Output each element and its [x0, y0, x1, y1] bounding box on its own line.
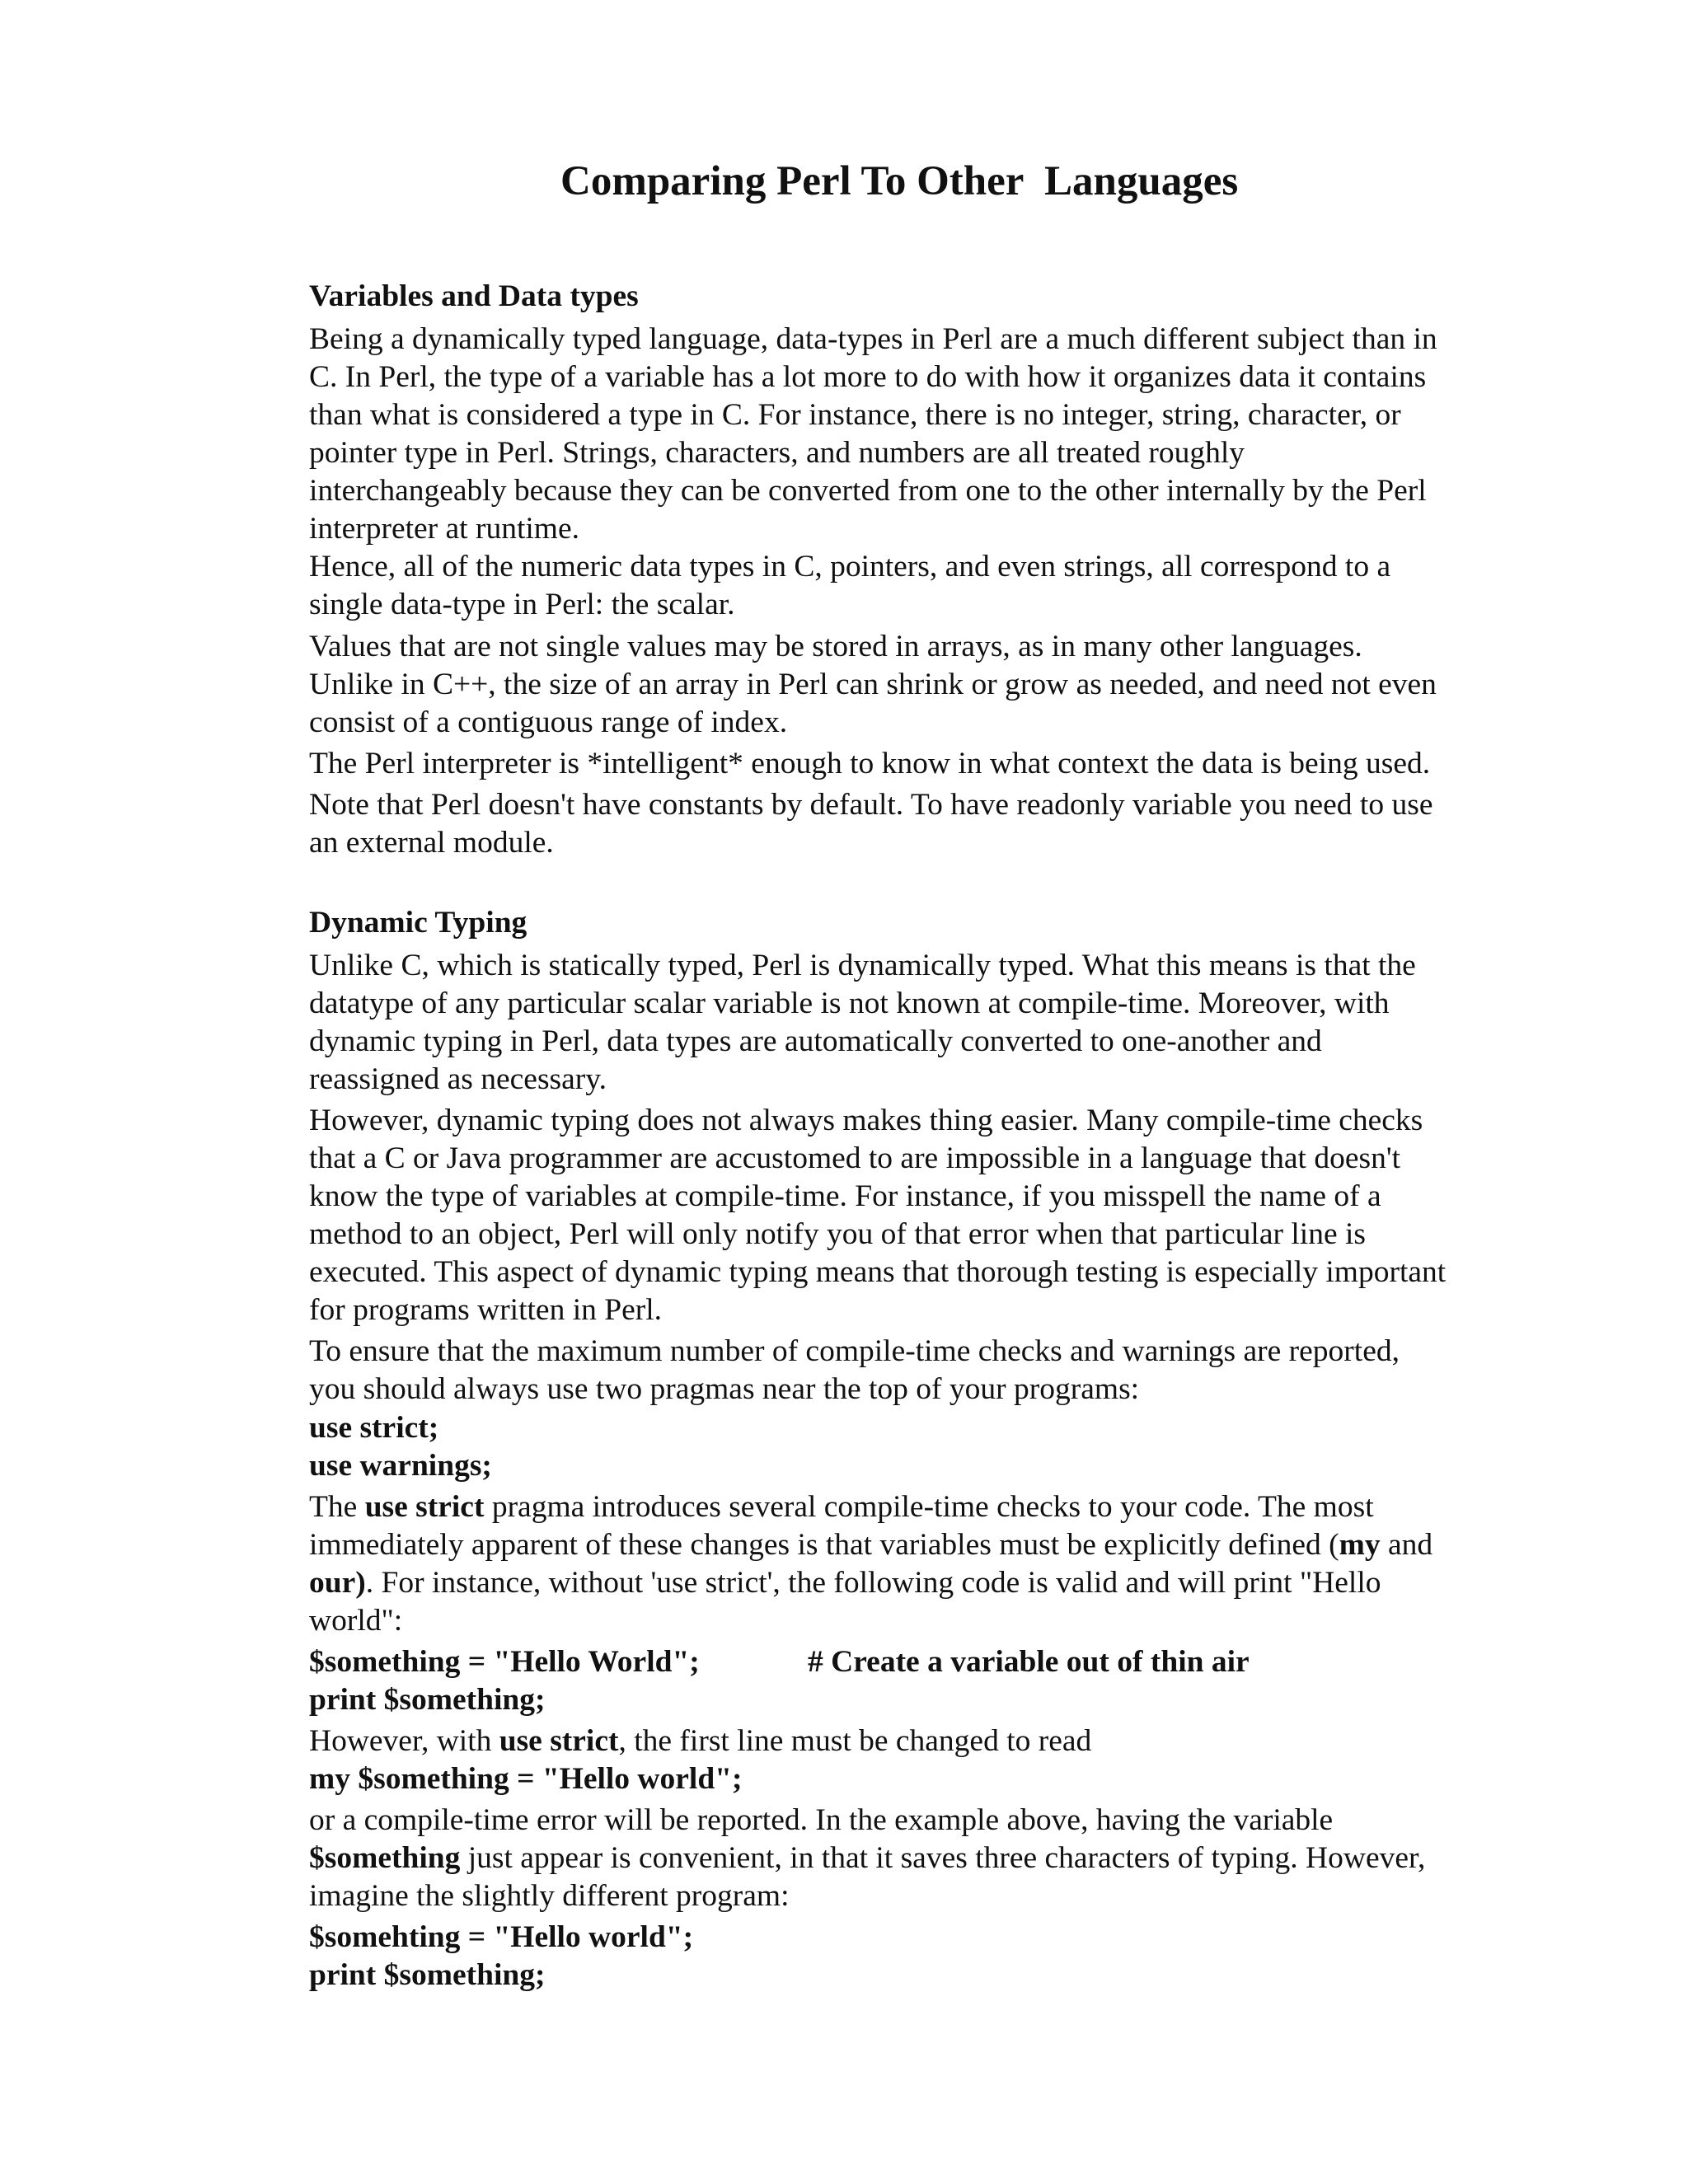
code-line: use strict;	[309, 1411, 439, 1445]
code-line: print $something;	[309, 1958, 546, 1992]
section-heading-dynamic-typing: Dynamic Typing	[309, 906, 528, 940]
paragraph-line: an external module.	[309, 826, 554, 860]
text-run: , the first line must be changed to read	[618, 1724, 1092, 1758]
text-run: However, with	[309, 1724, 499, 1758]
code-text: $something = "Hello World";	[309, 1645, 700, 1679]
paragraph-line	[309, 1722, 1091, 1760]
paragraph-line: To ensure that the maximum number of compile-time checks and warnings are reported,	[309, 1334, 1400, 1368]
paragraph-line: world":	[309, 1604, 403, 1638]
inline-code: use strict	[499, 1724, 619, 1758]
paragraph-line: method to an object, Perl will only notify you of that error when that particular line is	[309, 1217, 1366, 1251]
paragraph-line: C. In Perl, the type of a variable has a lot more to do with how it organizes data it contains	[309, 360, 1427, 394]
text-run: The	[309, 1490, 365, 1524]
paragraph-line	[309, 1488, 1374, 1526]
paragraph-line: Unlike in C++, the size of an array in Perl can shrink or grow as needed, and need not even	[309, 668, 1437, 701]
paragraph-line	[309, 1526, 1432, 1564]
paragraph-line: dynamic typing in Perl, data types are automatically converted to one-another and	[309, 1024, 1322, 1058]
paragraph-line: consist of a contiguous range of index.	[309, 705, 788, 739]
paragraph-line: single data-type in Perl: the scalar.	[309, 588, 735, 621]
paragraph-line	[309, 1564, 1381, 1602]
code-line: print $something;	[309, 1683, 546, 1717]
paragraph-line: However, dynamic typing does not always makes thing easier. Many compile-time checks	[309, 1104, 1423, 1137]
paragraph-line: know the type of variables at compile-time. For instance, if you misspell the name of a	[309, 1179, 1381, 1213]
text-run: immediately apparent of these changes is that variables must be explicitly defined (	[309, 1528, 1339, 1562]
inline-code: use strict	[364, 1490, 485, 1524]
paragraph-line	[309, 1840, 1425, 1877]
inline-code: $something	[309, 1841, 461, 1875]
paragraph-line: Unlike C, which is statically typed, Perl is dynamically typed. What this means is that the	[309, 949, 1416, 982]
code-line: $somehting = "Hello world";	[309, 1920, 694, 1954]
page-title: Comparing Perl To Other Languages	[560, 158, 1239, 204]
paragraph-line: executed. This aspect of dynamic typing means that thorough testing is especially important	[309, 1255, 1447, 1289]
paragraph-line: interpreter at runtime.	[309, 512, 579, 546]
paragraph-line: that a C or Java programmer are accustomed to are impossible in a language that doesn't	[309, 1141, 1401, 1175]
paragraph-line: reassigned as necessary.	[309, 1062, 607, 1096]
inline-code: my	[1339, 1528, 1381, 1562]
code-line: my $something = "Hello world";	[309, 1762, 743, 1796]
paragraph-line: The Perl interpreter is *intelligent* enough to know in what context the data is being used.	[309, 747, 1431, 780]
code-comment: # Create a variable out of thin air	[808, 1645, 1250, 1679]
code-line: use warnings;	[309, 1449, 492, 1483]
text-run: just appear is convenient, in that it saves three characters of typing. However,	[460, 1841, 1426, 1875]
text-run: . For instance, without 'use strict', the following code is valid and will print "Hello	[365, 1566, 1381, 1600]
text-run: pragma introduces several compile-time checks to your code. The most	[484, 1490, 1374, 1524]
paragraph-line: Hence, all of the numeric data types in C, pointers, and even strings, all correspond to a	[309, 550, 1391, 583]
paragraph-line: for programs written in Perl.	[309, 1293, 663, 1327]
paragraph-line: than what is considered a type in C. For instance, there is no integer, string, character, or	[309, 398, 1401, 432]
paragraph-line: pointer type in Perl. Strings, characters, and numbers are all treated roughly	[309, 436, 1245, 470]
paragraph-line: Note that Perl doesn't have constants by default. To have readonly variable you need to use	[309, 788, 1433, 822]
inline-code: our)	[309, 1566, 366, 1600]
paragraph-line: or a compile-time error will be reported. In the example above, having the variable	[309, 1803, 1334, 1837]
paragraph-line: Values that are not single values may be stored in arrays, as in many other languages.	[309, 630, 1362, 663]
paragraph-line: you should always use two pragmas near the top of your programs:	[309, 1372, 1140, 1406]
code-line	[309, 1643, 1250, 1681]
paragraph-line: interchangeably because they can be converted from one to the other internally by the Perl	[309, 474, 1427, 508]
paragraph-line: imagine the slightly different program:	[309, 1879, 790, 1913]
text-run: and	[1380, 1528, 1433, 1562]
paragraph-line: Being a dynamically typed language, data-types in Perl are a much different subject than in	[309, 322, 1437, 356]
section-heading-variables: Variables and Data types	[309, 279, 639, 313]
paragraph-line: datatype of any particular scalar variable is not known at compile-time. Moreover, with	[309, 987, 1390, 1020]
